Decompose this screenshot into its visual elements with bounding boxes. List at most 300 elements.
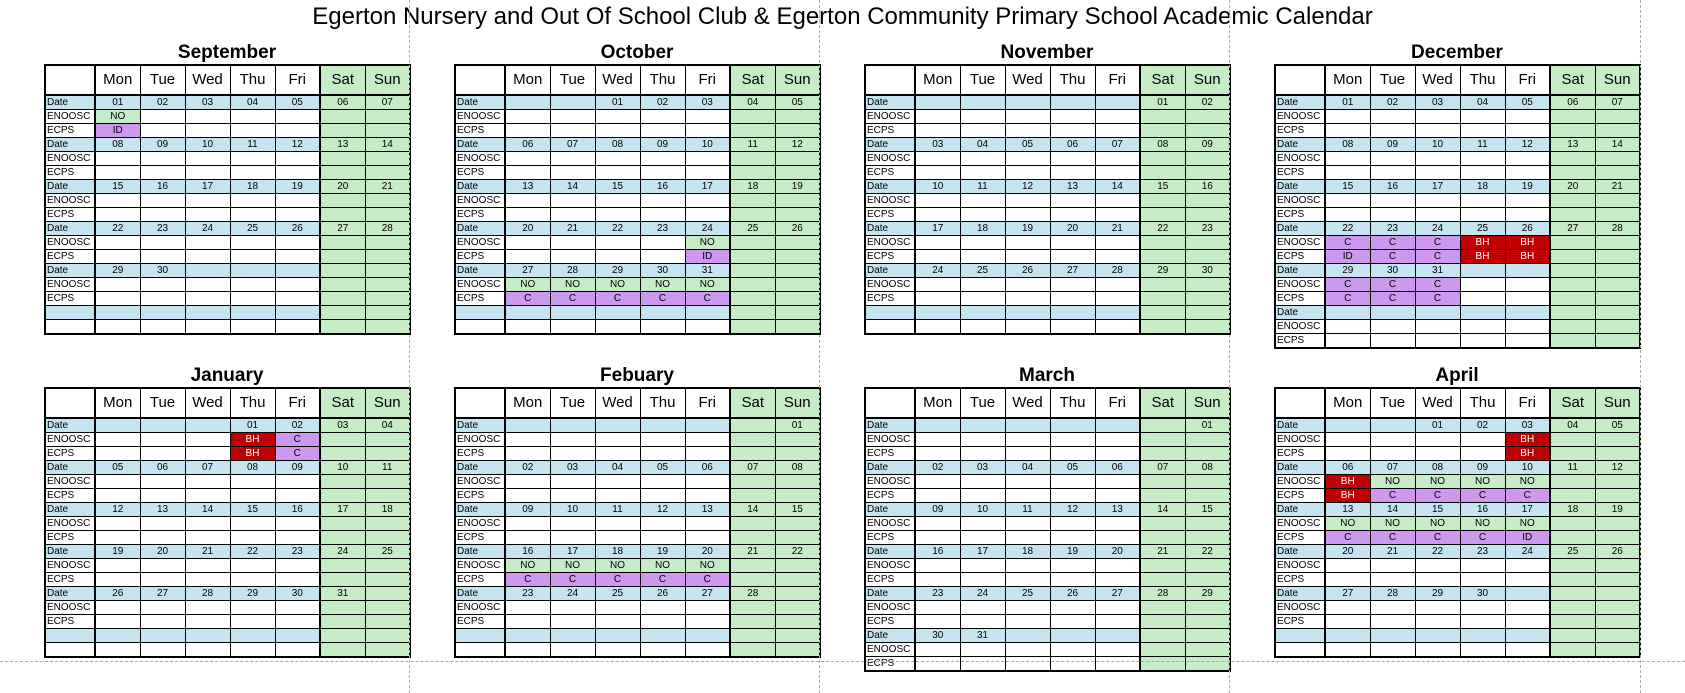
date-cell bbox=[365, 306, 410, 320]
date-cell: 05 bbox=[775, 95, 820, 110]
enoosc-cell bbox=[505, 110, 550, 124]
row-label: Date bbox=[455, 461, 505, 475]
row-label: Date bbox=[865, 138, 915, 152]
row-label: Date bbox=[1275, 545, 1325, 559]
enoosc-cell bbox=[595, 194, 640, 208]
month-table bbox=[454, 387, 821, 658]
weekday-header-fri: Fri bbox=[685, 388, 730, 418]
date-cell: 18 bbox=[230, 180, 275, 194]
date-cell: 19 bbox=[1505, 180, 1550, 194]
date-cell: 31 bbox=[960, 629, 1005, 643]
ecps-cell bbox=[1005, 292, 1050, 306]
row-label: Date bbox=[45, 503, 95, 517]
ecps-cell bbox=[960, 208, 1005, 222]
date-cell: 27 bbox=[1050, 264, 1095, 278]
enoosc-row bbox=[455, 517, 820, 531]
ecps-cell: C bbox=[685, 573, 730, 587]
date-cell: 24 bbox=[685, 222, 730, 236]
ecps-cell bbox=[505, 208, 550, 222]
enoosc-cell bbox=[915, 320, 960, 335]
enoosc-cell bbox=[550, 517, 595, 531]
weekday-header-mon: Mon bbox=[505, 388, 550, 418]
date-row bbox=[865, 545, 1230, 559]
row-label: ECPS bbox=[1275, 447, 1325, 461]
ecps-row bbox=[45, 124, 410, 138]
month-table bbox=[454, 64, 821, 335]
enoosc-cell bbox=[1325, 601, 1370, 615]
weekday-header-thu: Thu bbox=[640, 65, 685, 95]
date-cell: 08 bbox=[1185, 461, 1230, 475]
date-cell: 25 bbox=[365, 545, 410, 559]
date-row bbox=[455, 95, 820, 110]
enoosc-cell bbox=[185, 278, 230, 292]
enoosc-cell bbox=[775, 194, 820, 208]
enoosc-cell bbox=[1185, 236, 1230, 250]
enoosc-cell bbox=[915, 433, 960, 447]
date-cell: 20 bbox=[1095, 545, 1140, 559]
date-cell: 12 bbox=[775, 138, 820, 152]
date-cell: 25 bbox=[1550, 545, 1595, 559]
row-label: ECPS bbox=[865, 615, 915, 629]
date-cell: 20 bbox=[1050, 222, 1095, 236]
date-row bbox=[455, 587, 820, 601]
ecps-cell bbox=[1140, 166, 1185, 180]
enoosc-cell bbox=[1140, 601, 1185, 615]
ecps-cell bbox=[1095, 292, 1140, 306]
ecps-cell bbox=[230, 208, 275, 222]
month-name: March bbox=[1019, 365, 1075, 386]
enoosc-cell bbox=[1050, 475, 1095, 489]
ecps-cell bbox=[550, 615, 595, 629]
enoosc-cell: C bbox=[275, 433, 320, 447]
date-cell: 26 bbox=[1005, 264, 1050, 278]
weekday-header-mon: Mon bbox=[1325, 388, 1370, 418]
date-cell: 22 bbox=[1140, 222, 1185, 236]
ecps-cell: C bbox=[595, 573, 640, 587]
date-cell: 01 bbox=[775, 418, 820, 433]
ecps-cell: C bbox=[640, 292, 685, 306]
month-name: October bbox=[600, 42, 674, 63]
ecps-row bbox=[865, 531, 1230, 545]
ecps-cell bbox=[1595, 292, 1640, 306]
date-cell: 28 bbox=[365, 222, 410, 236]
row-label: ENOOSC bbox=[1275, 517, 1325, 531]
enoosc-cell bbox=[320, 517, 365, 531]
weekday-header-thu: Thu bbox=[1460, 388, 1505, 418]
weekday-header-fri: Fri bbox=[1505, 65, 1550, 95]
enoosc-cell bbox=[275, 194, 320, 208]
enoosc-cell bbox=[960, 110, 1005, 124]
enoosc-cell bbox=[230, 559, 275, 573]
row-label: ECPS bbox=[455, 489, 505, 503]
date-cell: 05 bbox=[95, 461, 140, 475]
ecps-cell bbox=[1595, 250, 1640, 264]
date-cell: 12 bbox=[275, 138, 320, 152]
date-cell: 21 bbox=[365, 180, 410, 194]
date-cell: 17 bbox=[550, 545, 595, 559]
enoosc-cell bbox=[1095, 320, 1140, 335]
enoosc-cell bbox=[1005, 152, 1050, 166]
row-label bbox=[1275, 643, 1325, 658]
ecps-cell bbox=[505, 447, 550, 461]
date-cell bbox=[95, 306, 140, 320]
enoosc-cell bbox=[1460, 601, 1505, 615]
ecps-cell bbox=[185, 250, 230, 264]
ecps-row bbox=[865, 489, 1230, 503]
date-cell: 06 bbox=[320, 95, 365, 110]
date-cell bbox=[595, 306, 640, 320]
enoosc-cell bbox=[95, 517, 140, 531]
enoosc-cell bbox=[1140, 643, 1185, 657]
date-cell: 07 bbox=[1595, 95, 1640, 110]
ecps-cell bbox=[915, 292, 960, 306]
date-cell: 16 bbox=[1185, 180, 1230, 194]
row-label: Date bbox=[455, 503, 505, 517]
ecps-cell bbox=[230, 124, 275, 138]
enoosc-cell bbox=[550, 475, 595, 489]
date-cell: 30 bbox=[1185, 264, 1230, 278]
enoosc-cell bbox=[320, 601, 365, 615]
enoosc-cell bbox=[1415, 152, 1460, 166]
weekday-header-tue: Tue bbox=[140, 388, 185, 418]
enoosc-cell bbox=[95, 152, 140, 166]
ecps-cell bbox=[1595, 124, 1640, 138]
row-label: Date bbox=[865, 461, 915, 475]
date-row bbox=[1275, 461, 1640, 475]
date-cell: 20 bbox=[1550, 180, 1595, 194]
ecps-cell bbox=[1460, 208, 1505, 222]
ecps-cell bbox=[140, 124, 185, 138]
enoosc-cell bbox=[1460, 433, 1505, 447]
row-label: ENOOSC bbox=[865, 433, 915, 447]
enoosc-cell: NO bbox=[595, 278, 640, 292]
date-cell: 04 bbox=[1460, 95, 1505, 110]
ecps-cell bbox=[185, 124, 230, 138]
ecps-cell bbox=[1460, 447, 1505, 461]
ecps-cell bbox=[185, 615, 230, 629]
ecps-row bbox=[45, 250, 410, 264]
date-cell: 21 bbox=[550, 222, 595, 236]
ecps-cell bbox=[730, 489, 775, 503]
date-cell: 25 bbox=[595, 587, 640, 601]
date-cell bbox=[1050, 629, 1095, 643]
enoosc-cell bbox=[505, 601, 550, 615]
ecps-cell bbox=[775, 208, 820, 222]
row-label: Date bbox=[865, 503, 915, 517]
enoosc-cell bbox=[1185, 278, 1230, 292]
row-label: Date bbox=[45, 138, 95, 152]
date-row bbox=[865, 461, 1230, 475]
ecps-row bbox=[865, 208, 1230, 222]
ecps-cell bbox=[960, 573, 1005, 587]
ecps-cell bbox=[1050, 447, 1095, 461]
enoosc-cell bbox=[1415, 643, 1460, 658]
ecps-cell bbox=[640, 166, 685, 180]
ecps-cell bbox=[185, 208, 230, 222]
date-cell bbox=[595, 418, 640, 433]
enoosc-cell bbox=[1550, 433, 1595, 447]
date-cell bbox=[1005, 306, 1050, 320]
date-cell: 01 bbox=[1185, 418, 1230, 433]
enoosc-cell bbox=[1325, 152, 1370, 166]
date-row bbox=[865, 222, 1230, 236]
weekday-header-sat: Sat bbox=[730, 65, 775, 95]
date-cell: 30 bbox=[640, 264, 685, 278]
ecps-cell bbox=[95, 489, 140, 503]
ecps-cell bbox=[775, 573, 820, 587]
enoosc-cell bbox=[550, 152, 595, 166]
ecps-row bbox=[455, 447, 820, 461]
corner-cell bbox=[45, 65, 95, 95]
date-cell: 12 bbox=[1505, 138, 1550, 152]
enoosc-row bbox=[1275, 433, 1640, 447]
weekday-header-fri: Fri bbox=[1505, 388, 1550, 418]
date-cell: 06 bbox=[1095, 461, 1140, 475]
row-label: ENOOSC bbox=[455, 475, 505, 489]
enoosc-cell bbox=[1095, 110, 1140, 124]
ecps-cell bbox=[1050, 250, 1095, 264]
enoosc-cell bbox=[140, 475, 185, 489]
ecps-cell bbox=[1415, 166, 1460, 180]
enoosc-cell bbox=[1505, 643, 1550, 658]
enoosc-cell bbox=[320, 194, 365, 208]
row-label: ECPS bbox=[45, 292, 95, 306]
date-cell: 21 bbox=[1370, 545, 1415, 559]
weekday-header-tue: Tue bbox=[960, 65, 1005, 95]
date-cell bbox=[185, 629, 230, 643]
date-cell bbox=[1595, 587, 1640, 601]
ecps-cell bbox=[1595, 531, 1640, 545]
ecps-cell bbox=[1095, 573, 1140, 587]
ecps-row bbox=[865, 615, 1230, 629]
enoosc-cell bbox=[275, 601, 320, 615]
enoosc-cell bbox=[685, 152, 730, 166]
ecps-cell bbox=[185, 489, 230, 503]
row-label: ECPS bbox=[865, 292, 915, 306]
enoosc-row bbox=[865, 475, 1230, 489]
enoosc-cell bbox=[1050, 559, 1095, 573]
enoosc-cell bbox=[595, 152, 640, 166]
date-cell: 26 bbox=[275, 222, 320, 236]
ecps-cell bbox=[1370, 334, 1415, 349]
date-cell bbox=[1460, 629, 1505, 643]
row-label: Date bbox=[865, 587, 915, 601]
ecps-cell bbox=[595, 531, 640, 545]
enoosc-cell bbox=[275, 320, 320, 335]
enoosc-cell bbox=[960, 601, 1005, 615]
ecps-cell bbox=[140, 250, 185, 264]
date-cell: 13 bbox=[685, 503, 730, 517]
enoosc-cell bbox=[365, 643, 410, 658]
date-cell: 23 bbox=[1185, 222, 1230, 236]
row-label: ENOOSC bbox=[865, 152, 915, 166]
row-label: ENOOSC bbox=[45, 559, 95, 573]
date-cell: 15 bbox=[595, 180, 640, 194]
date-cell: 09 bbox=[275, 461, 320, 475]
date-cell bbox=[1460, 264, 1505, 278]
date-cell: 03 bbox=[685, 95, 730, 110]
enoosc-row bbox=[45, 194, 410, 208]
date-cell: 14 bbox=[185, 503, 230, 517]
ecps-cell bbox=[640, 531, 685, 545]
date-row bbox=[45, 95, 410, 110]
date-cell: 18 bbox=[1460, 180, 1505, 194]
date-cell: 21 bbox=[1595, 180, 1640, 194]
date-cell bbox=[1005, 418, 1050, 433]
month-name: September bbox=[177, 42, 277, 63]
ecps-cell bbox=[505, 531, 550, 545]
enoosc-cell bbox=[1005, 517, 1050, 531]
enoosc-cell bbox=[775, 110, 820, 124]
enoosc-cell bbox=[730, 433, 775, 447]
enoosc-cell bbox=[960, 517, 1005, 531]
ecps-row bbox=[45, 166, 410, 180]
date-cell: 18 bbox=[365, 503, 410, 517]
enoosc-cell bbox=[1140, 320, 1185, 335]
enoosc-cell: C bbox=[1415, 278, 1460, 292]
row-label: ECPS bbox=[455, 292, 505, 306]
enoosc-cell bbox=[775, 278, 820, 292]
date-cell bbox=[365, 629, 410, 643]
ecps-row bbox=[45, 573, 410, 587]
ecps-cell: C bbox=[685, 292, 730, 306]
date-cell bbox=[775, 587, 820, 601]
enoosc-cell bbox=[505, 320, 550, 335]
enoosc-cell bbox=[1415, 320, 1460, 334]
weekday-header-wed: Wed bbox=[595, 388, 640, 418]
ecps-cell: C bbox=[275, 447, 320, 461]
date-cell bbox=[775, 629, 820, 643]
ecps-row bbox=[1275, 208, 1640, 222]
row-label: Date bbox=[1275, 264, 1325, 278]
date-row bbox=[455, 418, 820, 433]
ecps-cell bbox=[140, 615, 185, 629]
date-cell: 29 bbox=[1325, 264, 1370, 278]
date-cell bbox=[1370, 306, 1415, 320]
enoosc-cell bbox=[1095, 152, 1140, 166]
row-label: Date bbox=[1275, 461, 1325, 475]
enoosc-cell bbox=[505, 517, 550, 531]
weekday-header-sun: Sun bbox=[775, 65, 820, 95]
date-cell: 20 bbox=[320, 180, 365, 194]
date-cell: 11 bbox=[595, 503, 640, 517]
date-cell: 23 bbox=[1370, 222, 1415, 236]
row-label: ENOOSC bbox=[1275, 320, 1325, 334]
date-cell bbox=[1460, 306, 1505, 320]
ecps-cell bbox=[1550, 166, 1595, 180]
enoosc-cell bbox=[1050, 320, 1095, 335]
ecps-row bbox=[45, 292, 410, 306]
enoosc-row bbox=[1275, 320, 1640, 334]
month-table bbox=[1274, 387, 1641, 658]
enoosc-cell bbox=[1415, 559, 1460, 573]
weekday-header-wed: Wed bbox=[595, 65, 640, 95]
blank-row bbox=[45, 629, 410, 643]
enoosc-cell bbox=[1140, 517, 1185, 531]
ecps-cell bbox=[1185, 615, 1230, 629]
ecps-cell bbox=[1185, 208, 1230, 222]
ecps-cell bbox=[1050, 573, 1095, 587]
ecps-cell bbox=[1005, 250, 1050, 264]
row-label: ENOOSC bbox=[45, 236, 95, 250]
enoosc-cell bbox=[915, 278, 960, 292]
enoosc-cell bbox=[505, 643, 550, 658]
blank-row bbox=[1275, 643, 1640, 658]
date-cell: 20 bbox=[685, 545, 730, 559]
enoosc-cell bbox=[185, 643, 230, 658]
date-cell bbox=[640, 306, 685, 320]
ecps-cell bbox=[775, 124, 820, 138]
weekday-header-fri: Fri bbox=[1095, 388, 1140, 418]
date-cell: 31 bbox=[320, 587, 365, 601]
date-row bbox=[45, 264, 410, 278]
enoosc-cell bbox=[1095, 475, 1140, 489]
enoosc-cell bbox=[1050, 643, 1095, 657]
enoosc-cell bbox=[320, 433, 365, 447]
month-september bbox=[44, 42, 410, 335]
page-break-line bbox=[409, 0, 410, 693]
date-cell: 09 bbox=[915, 503, 960, 517]
corner-cell bbox=[865, 388, 915, 418]
date-cell bbox=[960, 95, 1005, 110]
date-cell: 12 bbox=[95, 503, 140, 517]
date-cell: 04 bbox=[365, 418, 410, 433]
ecps-row bbox=[1275, 334, 1640, 349]
row-label bbox=[45, 643, 95, 658]
enoosc-cell bbox=[1595, 643, 1640, 658]
enoosc-row bbox=[1275, 278, 1640, 292]
page-break-line bbox=[1229, 0, 1230, 693]
ecps-cell bbox=[140, 208, 185, 222]
ecps-cell bbox=[1325, 334, 1370, 349]
ecps-cell bbox=[1370, 166, 1415, 180]
enoosc-cell: NO bbox=[95, 110, 140, 124]
row-label: Date bbox=[455, 180, 505, 194]
page-break-line bbox=[0, 661, 1685, 662]
ecps-cell bbox=[730, 447, 775, 461]
ecps-cell bbox=[1005, 208, 1050, 222]
enoosc-cell bbox=[1140, 475, 1185, 489]
ecps-cell bbox=[1140, 573, 1185, 587]
ecps-cell bbox=[1185, 124, 1230, 138]
enoosc-row bbox=[865, 517, 1230, 531]
enoosc-row bbox=[1275, 517, 1640, 531]
date-cell: 04 bbox=[960, 138, 1005, 152]
date-row bbox=[455, 222, 820, 236]
date-cell bbox=[140, 306, 185, 320]
ecps-cell bbox=[685, 531, 730, 545]
row-label: ENOOSC bbox=[865, 643, 915, 657]
enoosc-cell bbox=[1460, 110, 1505, 124]
ecps-cell bbox=[595, 166, 640, 180]
date-cell: 16 bbox=[140, 180, 185, 194]
date-cell bbox=[140, 418, 185, 433]
enoosc-cell bbox=[960, 152, 1005, 166]
enoosc-cell bbox=[1505, 110, 1550, 124]
weekday-header-thu: Thu bbox=[640, 388, 685, 418]
ecps-row bbox=[865, 657, 1230, 672]
weekday-header-thu: Thu bbox=[230, 388, 275, 418]
row-label: Date bbox=[455, 587, 505, 601]
enoosc-cell bbox=[505, 236, 550, 250]
weekday-header-mon: Mon bbox=[1325, 65, 1370, 95]
date-cell: 17 bbox=[185, 180, 230, 194]
enoosc-cell bbox=[1325, 559, 1370, 573]
ecps-cell: C bbox=[505, 573, 550, 587]
weekday-header-row bbox=[45, 65, 410, 95]
row-label: Date bbox=[865, 629, 915, 643]
enoosc-cell bbox=[960, 236, 1005, 250]
